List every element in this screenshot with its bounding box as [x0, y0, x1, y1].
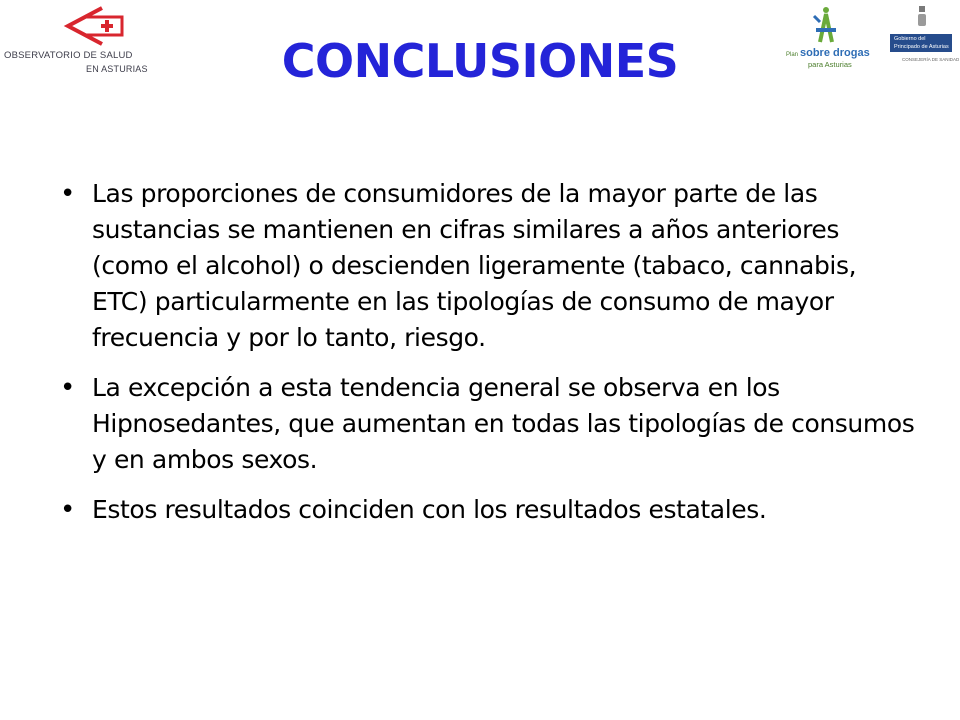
bullet-list — [58, 176, 918, 542]
gobierno-logo-line2: Principado de Asturias — [894, 44, 949, 50]
slide-title: CONCLUSIONES — [281, 34, 679, 88]
plan-logo-subtitle: para Asturias — [808, 60, 852, 69]
gobierno-logo-department: CONSEJERÍA DE SANIDAD — [902, 57, 960, 62]
bullet-item — [58, 370, 918, 478]
gobierno-logo-line1: Gobierno del — [894, 36, 926, 42]
crown-icon — [916, 4, 928, 28]
bullet-marker: • — [60, 495, 76, 525]
plan-logo-prefix: Plan — [786, 52, 799, 58]
bullet-text: La excepción a esta tendencia general se observa en los Hipnosedantes, que aumentan en todas las tipologías de consumos y en ambos sexos. — [92, 373, 915, 474]
bullet-item — [58, 492, 918, 528]
bullet-marker: • — [60, 373, 76, 403]
bullet-text: Estos resultados coinciden con los resultados estatales. — [92, 495, 767, 524]
bullet-marker: • — [60, 179, 76, 209]
observatorio-logo-name: OBSERVATORIO DE SALUD — [4, 50, 133, 61]
bullet-text: Las proporciones de consumidores de la mayor parte de las sustancias se mantienen en cifras similares a años anteriores (como el alcohol) o descienden ligeramente (tabaco, cannabis, ETC) particularmente en las tipologías de consumo de mayor frecuencia y por lo tanto, riesgo. — [92, 179, 857, 352]
observatorio-logo-region: EN ASTURIAS — [86, 64, 148, 74]
bullet-item — [58, 176, 918, 356]
plan-logo-title: sobre drogas — [800, 47, 870, 59]
